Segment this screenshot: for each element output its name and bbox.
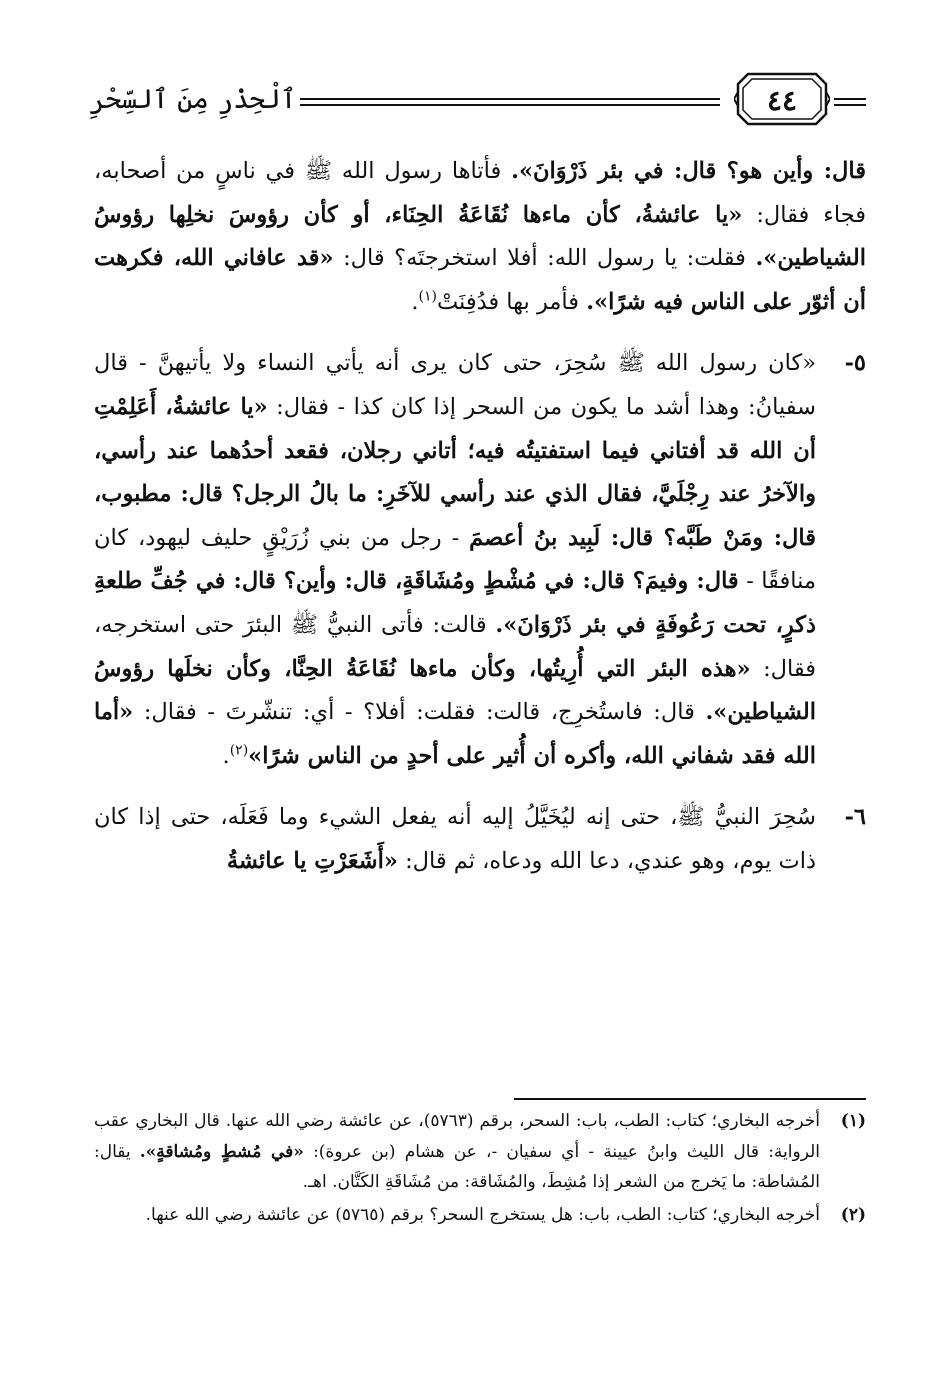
item-text	[94, 796, 816, 883]
text: فقلت: يا رسول الله: أفلا استخرجتَه؟ قال:	[333, 245, 756, 272]
text: .	[411, 288, 419, 315]
footnote-1	[94, 1106, 866, 1198]
text: سُحِرَ النبيُّ ﷺ، حتى إنه ليُخَيَّلُ إليه أنه يفعل الشيء وما فَعَلَه، حتى إذا كان ذات يوم، وهو عندي، دعا الله ودعاه، ثم قال:	[94, 804, 816, 874]
spacer	[94, 778, 866, 796]
footnote-text: أخرجه البخاري؛ كتاب: الطب، باب: هل يستخرج السحر؟ برقم (٥٧٦٥) عن عائشة رضي الله عنها.	[145, 1204, 820, 1225]
footnotes	[94, 1106, 866, 1232]
header-rule-short	[834, 98, 866, 106]
text: قال: فاستُخرِج، قالت: فقلت: أفلا؟ - أي: تنشّرتَ - فقال:	[133, 699, 706, 726]
footnote-text: يقال: المُشاطة: ما يَخرج من الشعر إذا مُشِطَ، والمُشَاقة: من مُشَاقَةِ الكَتَّان. اهـ.	[94, 1141, 820, 1192]
spacer	[94, 324, 866, 342]
text: .	[222, 742, 230, 769]
item-text	[94, 342, 816, 778]
text-bold: «يا عائشةُ، كأن ماءها نُقَاعَةُ الحِنَاء، أو كأن رؤوسَ نخلِها رؤوسُ الشياطين».	[94, 201, 866, 272]
text: فأمر بها فدُفِنَتْ	[436, 288, 587, 315]
text: فأتاها رسول الله ﷺ في ناسٍ من أصحابه، فجاء فقال:	[94, 158, 866, 228]
text-bold: «هذه البئر التي أُرِيتُها، وكأن ماءها نُقَاعَةُ الحِنَّا، وكأن نخلَها رؤوسُ الشياطين».	[94, 655, 816, 726]
item-number: ٦-	[844, 804, 866, 831]
footnote-number: (٢)	[840, 1204, 866, 1225]
text: قالت: فأتى النبيُّ ﷺ البئرَ حتى استخرجه، فقال:	[94, 611, 816, 682]
page-number-frame	[734, 70, 830, 128]
page-header	[88, 66, 866, 136]
footnote-separator	[514, 1098, 866, 1100]
header-rule	[300, 98, 720, 106]
text: «كان رسول الله ﷺ سُحِرَ، حتى كان يرى أنه يأتي النساء ولا يأتيهنَّ - قال سفيانُ: وهذا أشد ما يكون من السحر إذا كان كذا - فقال:	[94, 350, 817, 420]
text-bold: «قد عافاني الله، فكرهت أن أثوّر على الناس فيه شرًا».	[94, 245, 866, 315]
text-bold: قال: وفيمَ؟ قال: في مُشْطٍ ومُشَاقَةٍ، قال: وأين؟ قال: في جُفِّ طلعةِ ذكرٍ، تحت رَعُوفَةٍ في بئر ذَرْوَانَ».	[94, 568, 816, 638]
footnote-ref: (٢)	[229, 742, 249, 759]
hadith-item-6	[94, 796, 866, 883]
main-text	[94, 150, 866, 884]
text-bold: «أَشَعَرْتِ يا عائشةُ	[226, 847, 398, 874]
footnote-2	[94, 1200, 866, 1231]
footnote-text-bold: «في مُشطٍ ومُشاقةٍ».	[139, 1141, 304, 1162]
footnote-text: أخرجه البخاري؛ كتاب: الطب، باب: السحر، برقم (٥٧٦٣)، عن عائشة رضي الله عنها. قال البخاري عقب الرواية: قال الليث وابنُ عيينة - أي سفيان -، عن هشام (بن عروة):	[94, 1111, 820, 1162]
text-bold: «أما الله فقد شفاني الله، وأكره أن أُثير على أحدٍ من الناس شرًا»	[94, 699, 816, 769]
continuation-paragraph	[94, 150, 866, 324]
footnote-ref: (١)	[418, 288, 437, 305]
book-title: ٱلْحِذْرِ مِنَ ٱلسِّحْرِ	[89, 84, 297, 115]
text-bold: «يا عائشةُ، أَعَلِمْتِ أن الله قد أفتاني فيما استفتيتُه فيه؛ أتاني رجلان، فقعد أحدُهما عند رأسي، والآخرُ عند رِجْلَيَّ، فقال الذي عند رأسي للآخَرِ: ما بالُ الرجل؟ قال: مطبوب، قال: ومَنْ طَبَّه؟ قال: لَبِيد بنُ أعصمَ	[94, 393, 816, 551]
item-number: ٥-	[844, 350, 866, 377]
hadith-item-5	[94, 342, 866, 778]
footnote-number: (١)	[840, 1111, 866, 1131]
page-number: ٤٤	[766, 84, 798, 117]
text-bold: قال: وأين هو؟ قال: في بئر ذَرْوَانَ».	[511, 158, 866, 184]
text: - رجل من بني زُرَيْقٍ حليف ليهود، كان منافقًا -	[94, 524, 816, 595]
